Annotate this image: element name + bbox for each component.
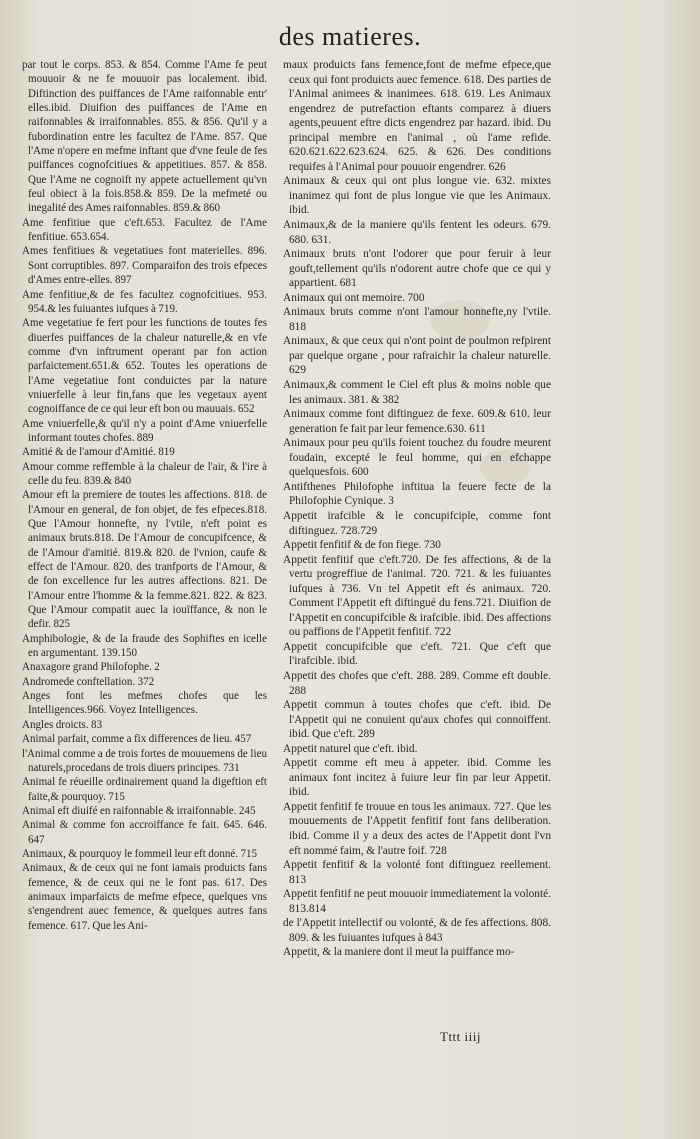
- index-entry: Animaux bruts n'ont l'odorer que pour feruir à leur gouft,tellement qu'ils n'odorent autre chofe que ce qui y appartient. 681: [283, 248, 551, 290]
- index-entry: Anges font les mefmes chofes que les Intelligences.966. Voyez Intelligences.: [22, 690, 267, 717]
- index-entry: Anaxagore grand Philofophe. 2: [22, 661, 160, 674]
- index-entry: Animaux qui ont memoire. 700: [283, 291, 425, 304]
- index-entry: Animal parfait, comme a fix differences de lieu. 457: [22, 733, 252, 746]
- index-entry: Animal & comme fon accroiffance fe fait. 645. 646. 647: [22, 819, 267, 846]
- running-head: des matieres.: [278, 22, 422, 51]
- index-entry: Appetit des chofes que c'eft. 288. 289. Comme eft double. 288: [283, 669, 551, 697]
- index-entry: Animaux,& comment le Ciel eft plus & moins noble que les animaux. 381. & 382: [283, 379, 551, 406]
- index-entry: Angles droicts. 83: [22, 718, 103, 731]
- index-entry: Appetit fenfitif & de fon fiege. 730: [283, 539, 441, 552]
- index-entry: Appetit fenfitif que c'eft.720. De fes affections, & de la vertu progreffiue de l'animal. 720. 721. & les fuiuantes iufques à 736. Vn tel Appetit eft és animaux. 720. Comment l'Appetit eft diftingué du fens.721. Diuifion de l'Appetit en concupifcible & irafcible. ibid. Des affections ou paffions de l'Appetit fenfitif. 722: [283, 553, 551, 639]
- index-entry: Amitié & de l'amour d'Amitié. 819: [22, 446, 175, 459]
- index-entry: Animaux & ceux qui ont plus longue vie. 632. mixtes inanimez qui font de plus longue vie que les Animaux. ibid.: [283, 175, 551, 217]
- index-entry: Animal fe réueille ordinairement quand la digeftion eft faite,& pourquoy. 715: [22, 776, 267, 803]
- index-entry: l'Animal comme a de trois fortes de mouuemens de lieu naturels,procedans de trois diuers principes. 731: [22, 747, 267, 774]
- index-entry: Appetit concupifcible que c'eft. 721. Que c'eft que l'irafcible. ibid.: [283, 640, 551, 668]
- right-column: [283, 58, 551, 960]
- index-entry: Animaux pour peu qu'ils foient touchez du foudre meurent foudain, excepté le feul homme, qui en efchappe quelquesfois. 600: [283, 437, 551, 479]
- index-entry: Ame fenfitiue que c'eft.653. Facultez de l'Ame fenfitiue. 653.654.: [22, 216, 267, 244]
- index-entry: Ame vegetatiue fe fert pour les functions de toutes fes diuerfes puiffances de la chaleur naturelle,& en vfe comme d'vn inftrument operant par fon action parfaictement.651.& 652. Toutes les operations de l'Ame vegetatiue font conduictes par la nature vniuerfelle à leur fin,fans que les vegetaux ayent cognoiffance de ce qui leur eft bon ou mauuais. 652: [22, 317, 267, 416]
- index-entry: Appetit fenfitif ne peut mouuoir immediatement la volonté. 813.814: [283, 888, 551, 915]
- index-entry: Animaux, & que ceux qui n'ont point de poulmon refpirent par quelque organe , pour rafraichir la chaleur naturelle. 629: [283, 335, 551, 377]
- index-entry: Antifthenes Philofophe inftitua la feuere fecte de la Philofophie Cynique. 3: [283, 480, 551, 508]
- index-entry: de l'Appetit intellectif ou volonté, & de fes affections. 808. 809. & les fuiuantes iufques à 843: [283, 917, 551, 944]
- signature-mark: Tttt iiij: [440, 1029, 481, 1044]
- index-entry: Animaux bruts comme n'ont l'amour honnefte,ny l'vtile. 818: [283, 306, 551, 333]
- index-entry: Appetit comme eft meu à appeter. ibid. Comme les animaux font incitez à fuiure leur fin par leur Appetit. ibid.: [283, 757, 551, 799]
- index-entry: Appetit fenfitif fe trouue en tous les animaux. 727. Que les mouuements de l'Appetit fenfitif font fans deliberation. ibid. Comme il y a deux des actes de l'Appetit dont l'vn eft nommé faim, & l'autre foif. 728: [283, 800, 551, 857]
- index-entry: Andromede conftellation. 372: [22, 675, 155, 688]
- index-entry: Animaux, & pourquoy le fommeil leur eft donné. 715: [22, 847, 258, 860]
- index-entry: Ame fenfitiue,& de fes facultez cognofcitiues. 953. 954.& les fuiuantes iufques à 719.: [22, 288, 267, 315]
- index-entry: Amour eft la premiere de toutes les affections. 818. de l'Amour en general, de fon objet, de fes efpeces.818. Que l'Amour honnefte, ny l'vtile, n'eft point es animaux bruts.818. De l'Amour de concupifcence, & de l'Amour d'amitié. 819.& 820. de l'vnion, caufe & effect de l'Amour. 820. des tranfports de l'Amour, & de fon excellence fur les autres affections. 821. De l'Amour entre l'homme & la femme.821. 822. & 823. Que l'Amour compatit auec la iouïffance, & non le defir. 825: [22, 489, 267, 631]
- index-entry: Appetit commun à toutes chofes que c'eft. ibid. De l'Appetit qui ne conuient qu'aux chofes qui connoiffent. ibid. Que c'eft. 289: [283, 699, 551, 741]
- index-entry: Animal eft diuifé en raifonnable & irraifonnable. 245: [22, 804, 256, 817]
- index-entry: Animaux, & de ceux qui ne font iamais produicts fans femence, & de ceux qui ne le font pas. 617. Des animaux imparfaicts de mefme efpece, quelques vns s'engendrent auec femence, & quelques autres fans femence. 617. Que les Ani-: [22, 862, 267, 932]
- index-entry: Animaux,& de la maniere qu'ils fentent les odeurs. 679. 680. 631.: [283, 219, 551, 246]
- index-entry: maux produicts fans femence,font de mefme efpece,que ceux qui font produicts auec femence. 618. Des parties de l'Animal animees & inanimees. 618. 619. Les Animaux engendrez de putrefaction eftants comparez à diuers agents,peuuent eftre dicts engendrez par hazard. ibid. Du principal membre en l'animal , où l'ame refide. 620.621.622.623.624. 625. & 626. Des conditions requifes à l'Animal pour pouuoir engendrer. 626: [283, 59, 551, 173]
- left-column: [22, 58, 267, 933]
- index-entry: Amour comme reffemble à la chaleur de l'air, & l'ire à celle du feu. 839.& 840: [22, 460, 267, 487]
- index-entry: Ame vniuerfelle,& qu'il n'y a point d'Ame vniuerfelle informant toutes chofes. 889: [22, 417, 267, 444]
- index-entry: Animaux comme font diftinguez de fexe. 609.& 610. leur generation fe fait par leur femence.630. 611: [283, 408, 551, 435]
- index-entry: Appetit, & la maniere dont il meut la puiffance mo-: [283, 946, 515, 959]
- index-entry: Amphibologie, & de la fraude des Sophiftes en icelle en argumentant. 139.150: [22, 632, 267, 660]
- index-entry: Appetit irafcible & le concupifciple, comme font diftinguez. 728.729: [283, 509, 551, 537]
- index-entry: Ames fenfitiues & vegetatiues font materielles. 896. Sont corruptibles. 897. Comparaifon des trois efpeces d'Ames entre-elles. 897: [22, 245, 267, 287]
- index-entry: Appetit naturel que c'eft. ibid.: [283, 742, 418, 755]
- index-entry: par tout le corps. 853. & 854. Comme l'Ame fe peut mouuoir & ne fe mouuoir pas localement. ibid. Diftinction des puiffances de l'Ame raifonnable entr' elles.ibid. Diuifion des puiffances de l'Ame en raifonnables & irraifonnables. 855. & 856. Qu'il y a fubordination entre les facultez de l'Ame. 857. Que l'Ame n'opere en mefme inftant que d'vne feule de fes puiffances cognofcitiues & appetitiues. 857. & 858. Que l'Ame ne cognoift ny appete actuellement qu'vn feul obiect à la fois.858.& 859. De la mefmeté ou inegalité des Ames raifonnables. 859.& 860: [22, 59, 267, 215]
- index-entry: Appetit fenfitif & la volonté font diftinguez reellement. 813: [283, 859, 551, 886]
